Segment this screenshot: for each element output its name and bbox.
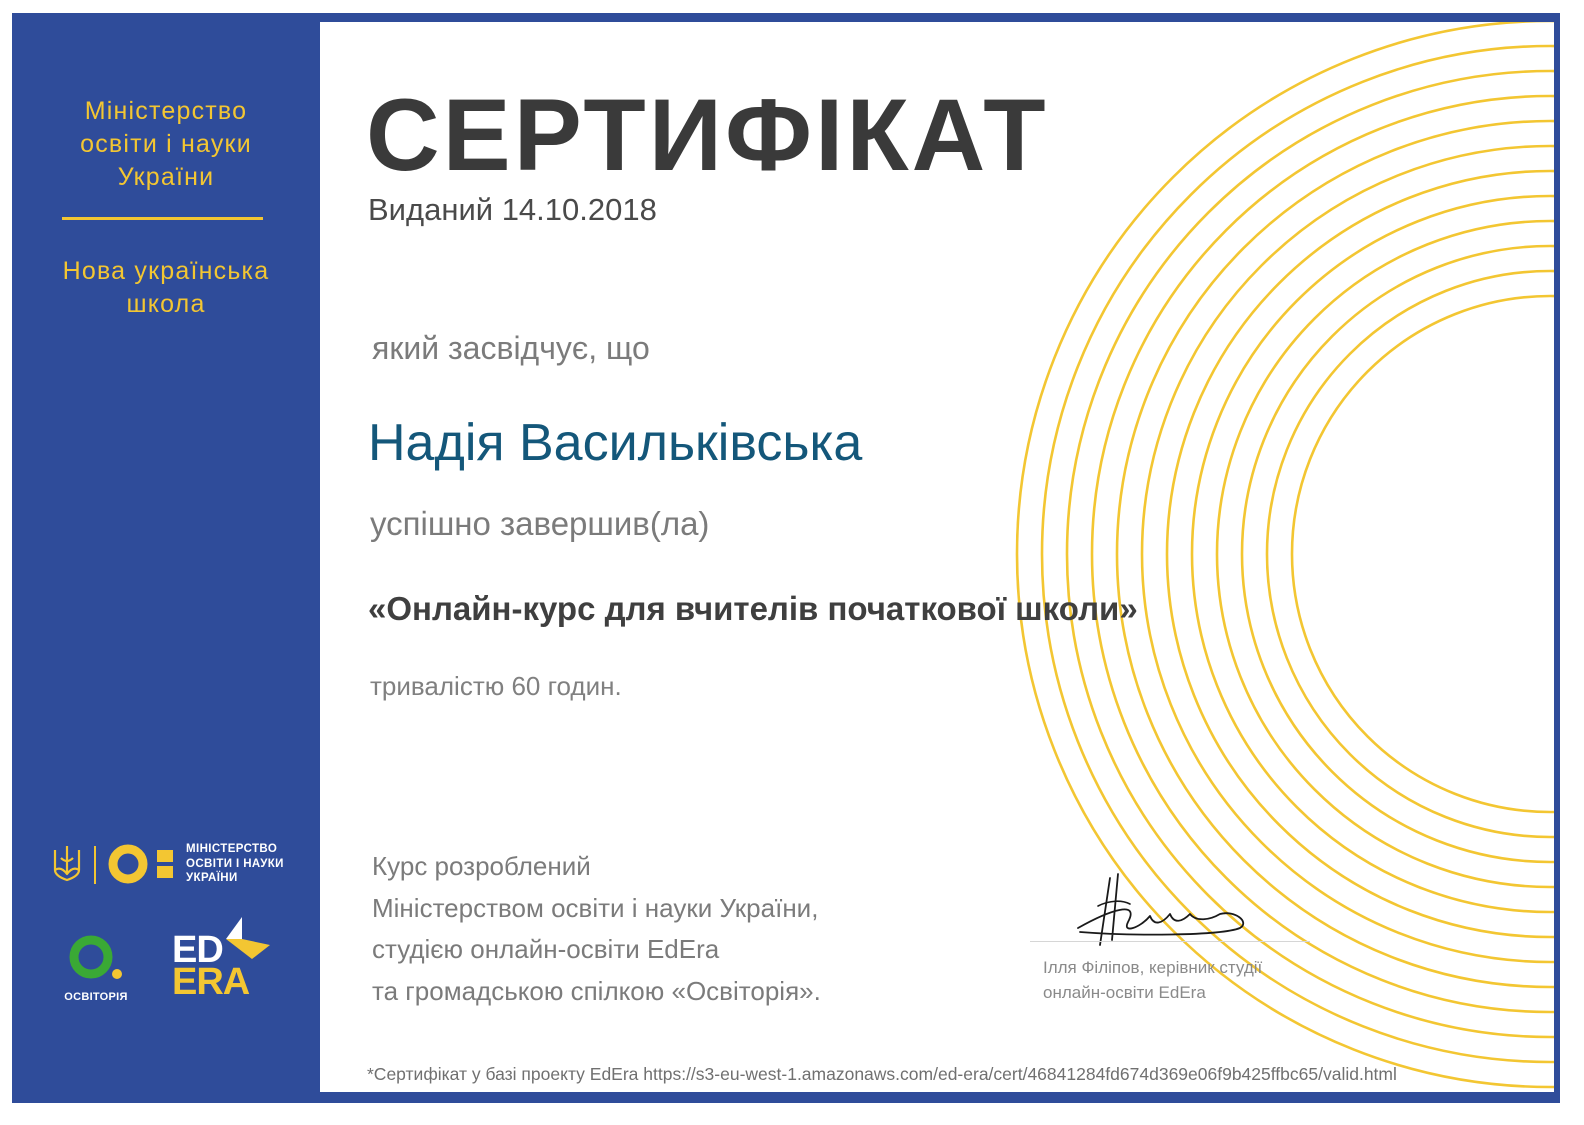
mon-mark-icon — [107, 842, 177, 886]
issue-date: Виданий 14.10.2018 — [368, 192, 657, 227]
decorative-arc — [1167, 171, 1554, 937]
recipient-name: Надія Васильківська — [368, 414, 863, 472]
decorative-arc — [1242, 246, 1554, 862]
edera-flag-icon — [222, 915, 272, 963]
logo-separator — [94, 846, 96, 884]
certificate-title: СЕРТИФІКАТ — [366, 78, 1049, 192]
mon-logo-text: МІНІСТЕРСТВО ОСВІТИ І НАУКИ УКРАЇНИ — [186, 843, 284, 884]
signature — [1070, 870, 1260, 950]
decorative-arc — [1142, 146, 1554, 962]
trident-icon — [52, 844, 82, 884]
completed-text: успішно завершив(ла) — [370, 505, 710, 542]
course-name: «Онлайн-курс для вчителів початкової школи» — [368, 590, 1138, 627]
program-name: Нова українська школа — [62, 257, 270, 318]
certifies-text: який засвідчує, що — [372, 330, 650, 366]
certificate-footnote: *Сертифікат у базі проекту EdEra https://s3-eu-west-1.amazonaws.com/ed-era/cert/46841284fd674d369e06f9b425ffbc65/valid.html — [367, 1064, 1397, 1084]
signature-line — [1030, 941, 1310, 942]
decorative-arc — [1267, 271, 1554, 837]
ministry-name: Міністерство освіти і науки України — [80, 97, 252, 191]
osvitoria-mark-icon — [61, 932, 131, 984]
course-duration: тривалістю 60 годин. — [370, 671, 622, 701]
signer-caption: Ілля Філіпов, керівник студії онлайн-освіти EdEra — [1043, 958, 1263, 1002]
osvitoria-logo: ОСВІТОРІЯ — [58, 932, 134, 1003]
developed-by: Курс розроблений Міністерством освіти і науки України, студією онлайн-освіти EdEra та громадською спілкою «Освіторія». — [372, 851, 821, 1006]
sidebar-divider — [62, 217, 263, 220]
